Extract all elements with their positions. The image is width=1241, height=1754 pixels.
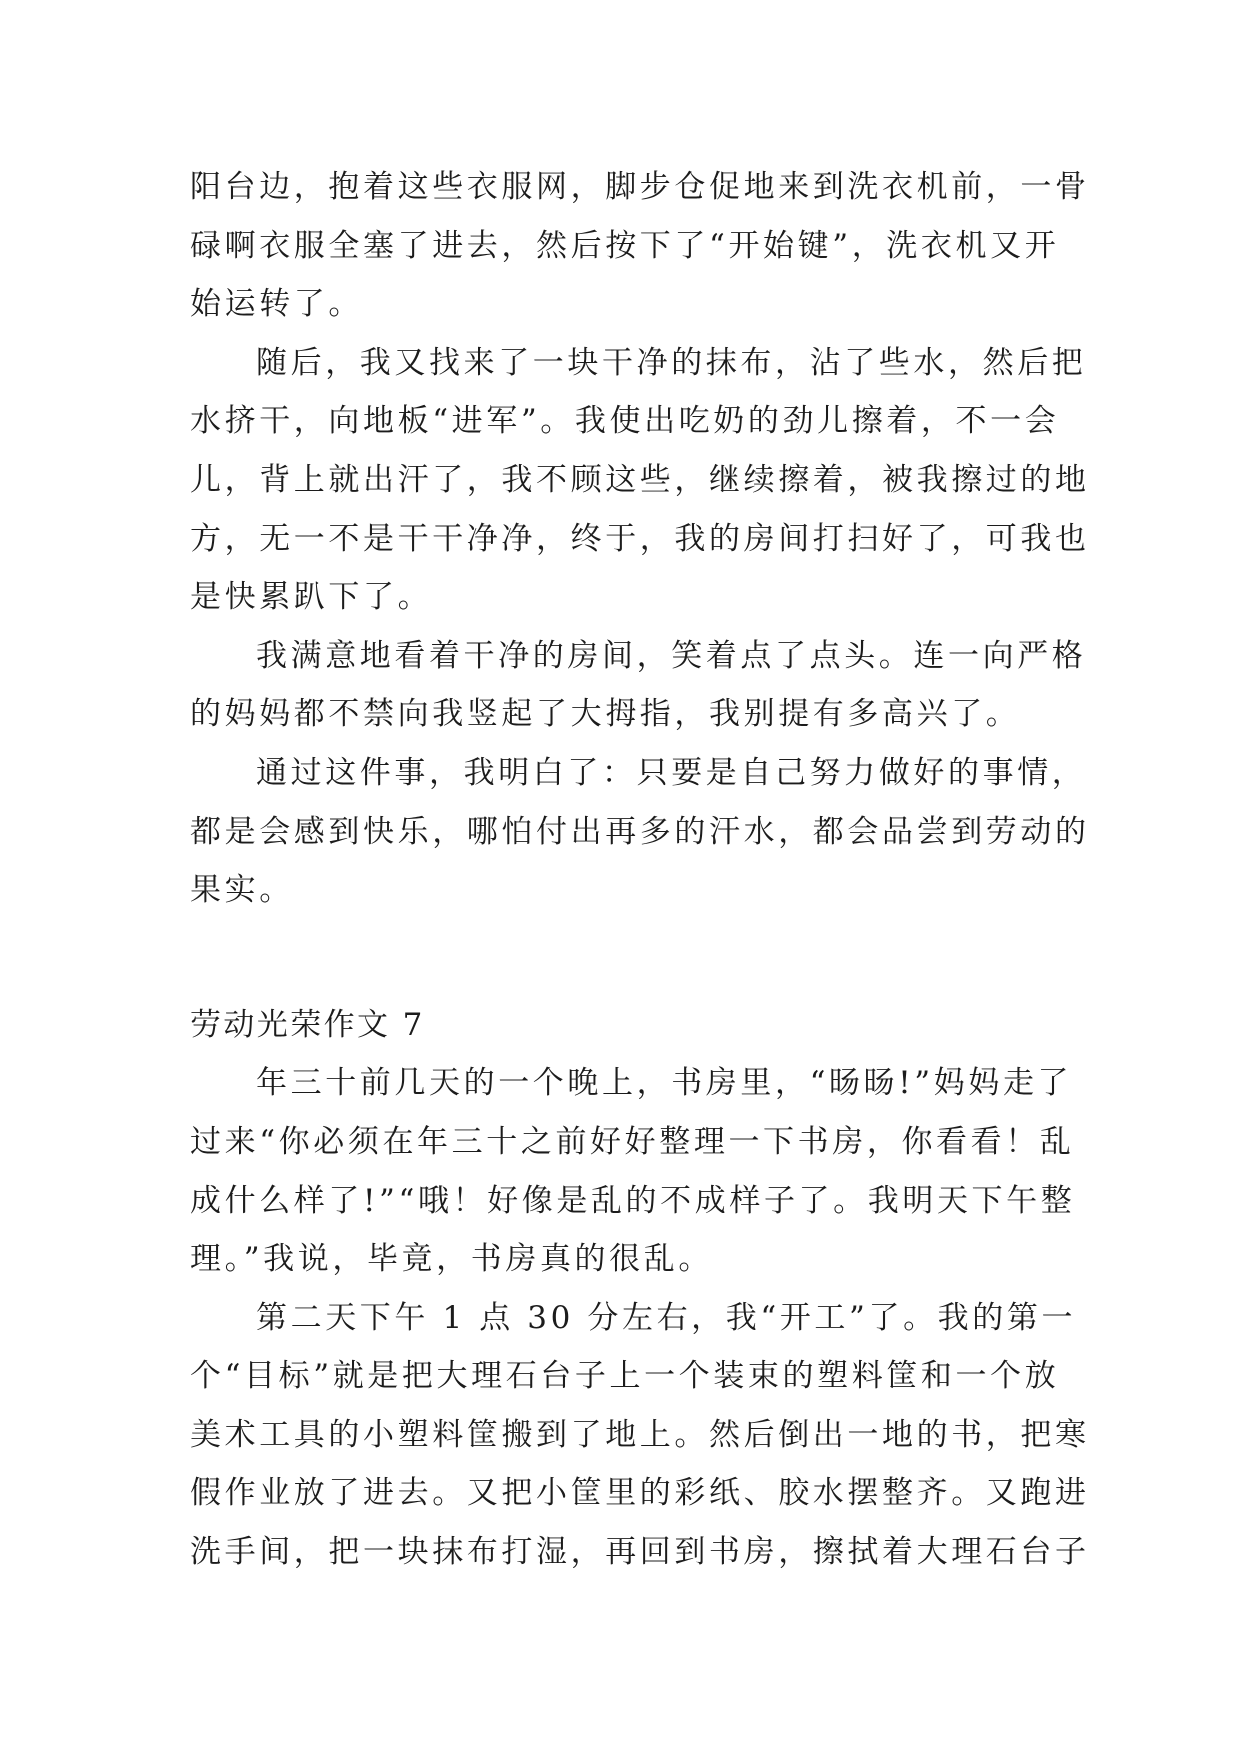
text-line: 理。”我说，毕竟，书房真的很乱。 [190, 1241, 713, 1278]
text-line: 个“目标”就是把大理石台子上一个装束的塑料筐和一个放 [190, 1358, 1060, 1395]
text-line: 过来“你必须在年三十之前好好整理一下书房，你看看！乱 [190, 1123, 1075, 1160]
paragraph [190, 1054, 1076, 1288]
text-line: 都是会感到快乐，哪怕付出再多的汗水，都会品尝到劳动的 [190, 813, 1090, 850]
text-line: 年三十前几天的一个晚上，书房里，“旸旸!”妈妈走了 [256, 1065, 1073, 1102]
text-line: 随后，我又找来了一块干净的抹布，沾了些水，然后把 [256, 344, 1087, 381]
text-line: 洗手间，把一块抹布打湿，再回到书房，擦拭着大理石台子 [190, 1534, 1090, 1571]
text-line: 第二天下午 1 点 30 分左右，我“开工”了。我的第一 [256, 1299, 1077, 1336]
paragraph [190, 158, 1090, 334]
paragraph [190, 334, 1090, 627]
text-line: 的妈妈都不禁向我竖起了大拇指，我别提有多高兴了。 [190, 696, 1021, 733]
text-line: 水挤干，向地板“进军”。我使出吃奶的劲儿擦着，不一会 [190, 403, 1060, 440]
text-line: 碌啊衣服全塞了进去，然后按下了“开始键”，洗衣机又开 [190, 227, 1060, 264]
document-body [190, 158, 1090, 1582]
paragraph [190, 1289, 1090, 1582]
text-line: 假作业放了进去。又把小筐里的彩纸、胶水摆整齐。又跑进 [190, 1475, 1090, 1512]
text-line: 通过这件事，我明白了：只要是自己努力做好的事情， [256, 754, 1087, 791]
text-line: 方，无一不是干干净净，终于，我的房间打扫好了，可我也 [190, 520, 1090, 557]
text-line: 阳台边，抱着这些衣服网，脚步仓促地来到洗衣机前，一骨 [190, 169, 1090, 205]
section-spacer [190, 920, 1070, 996]
section-heading: 劳动光荣作文 7 [190, 1006, 425, 1043]
text-line: 儿，背上就出汗了，我不顾这些，继续擦着，被我擦过的地 [190, 461, 1090, 498]
paragraph [190, 744, 1090, 920]
text-line: 成什么样了!”“哦！好像是乱的不成样子了。我明天下午整 [190, 1182, 1076, 1219]
text-line: 始运转了。 [190, 286, 363, 323]
text-line: 美术工具的小塑料筐搬到了地上。然后倒出一地的书，把寒 [190, 1416, 1090, 1453]
paragraph [190, 627, 1087, 744]
text-line: 是快累趴下了。 [190, 579, 433, 616]
text-line: 我满意地看着干净的房间，笑着点了点头。连一向严格 [256, 637, 1087, 674]
text-line: 果实。 [190, 872, 294, 909]
